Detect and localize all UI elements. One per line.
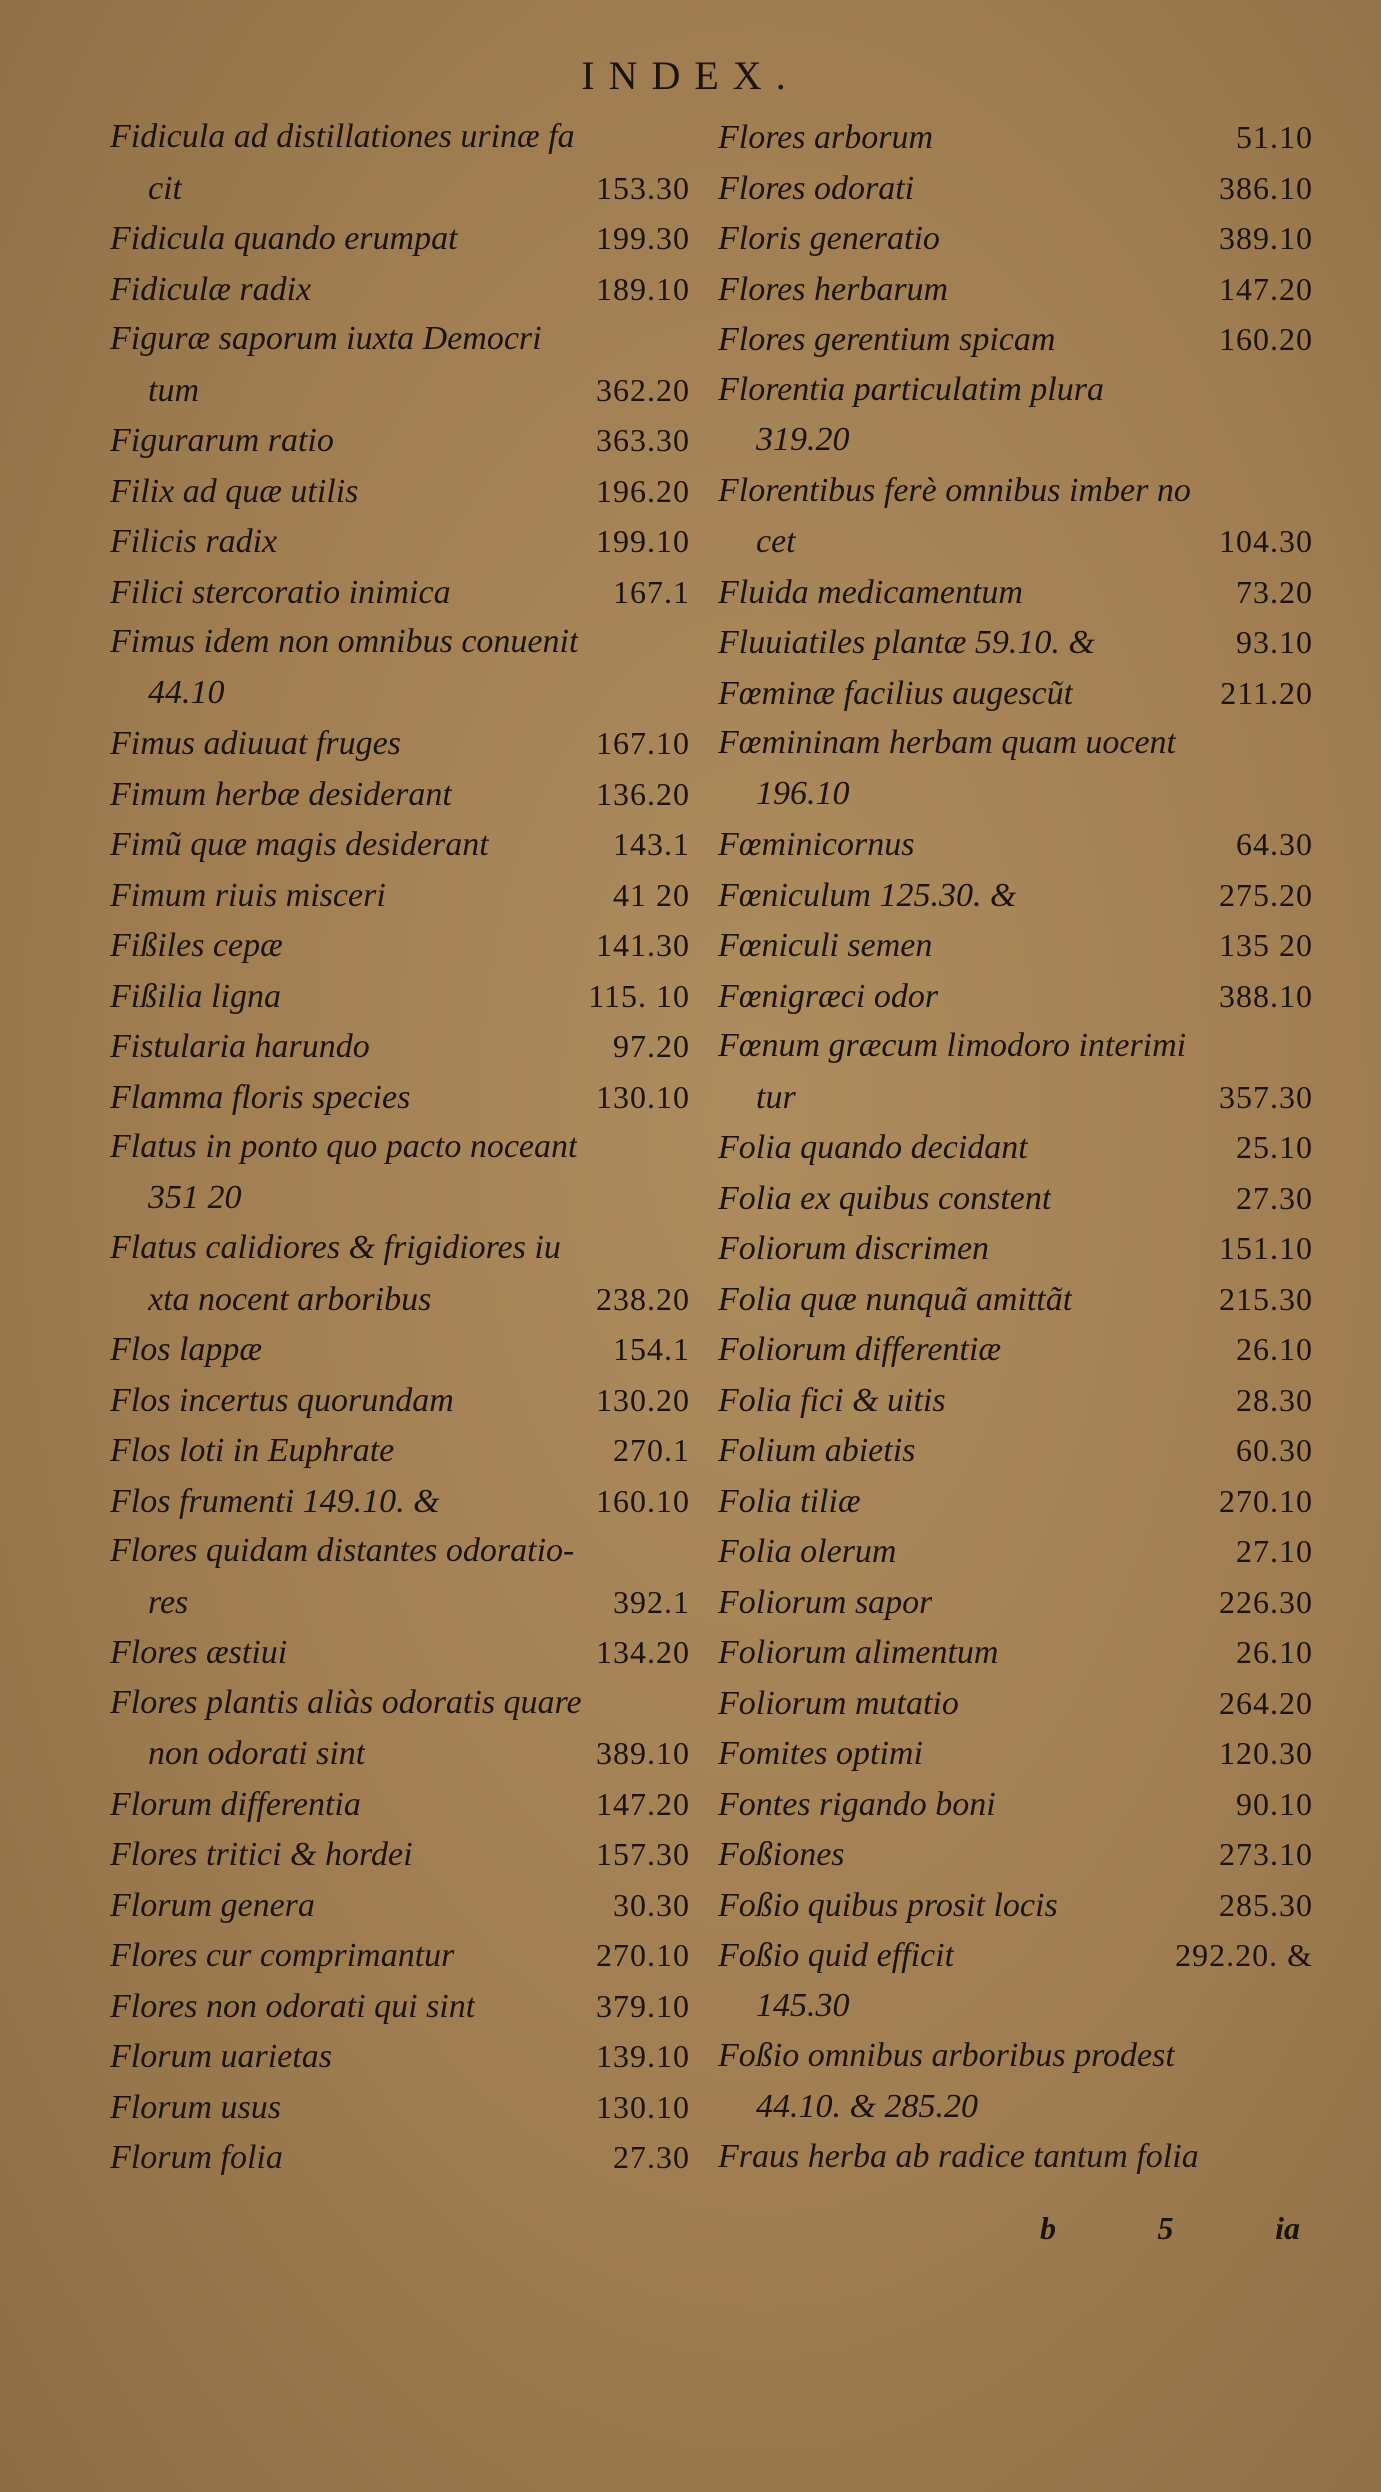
index-entry [110,466,690,517]
entry-term: Flores herbarum [718,270,949,308]
entry-reference: 64.30 [1236,826,1313,862]
index-entry [110,1880,690,1931]
index-entry [718,1930,1313,1981]
entry-term: Fœnum græcum limodoro interimi [718,1027,1187,1064]
index-entry [718,1627,1313,1678]
index-entry [110,1476,690,1527]
index-entry [110,1223,690,1274]
page-footer [1040,2210,1300,2247]
entry-term: Floris generatio [718,220,940,257]
entry-term: Fimum riuis misceri [110,876,386,914]
entry-term: cit [148,169,182,207]
entry-term: Florentia particulatim plura [718,370,1104,408]
catchword: ia [1275,2210,1300,2246]
entry-term: Folia fici & uitis [718,1381,946,1419]
entry-term: Fißiles cepæ [110,927,283,964]
index-entry [110,617,690,668]
entry-term: tum [148,371,199,409]
index-entry [110,1375,690,1426]
entry-reference: 389.10 [1219,220,1313,256]
entry-term: 319.20 [756,421,850,458]
entry-reference: 357.30 [1219,1078,1313,1115]
entry-reference: 153.30 [596,169,690,206]
index-entry [110,516,690,567]
entry-term: Fimus adiuuat fruges [110,725,401,762]
entry-term: Florentibus ferè omnibus imber no [718,471,1191,509]
index-entry [110,1981,690,2032]
running-head: INDEX. [581,53,800,98]
entry-reference: 275.20 [1219,876,1313,913]
entry-reference: 147.20 [596,1785,690,1822]
index-entry [718,2132,1313,2183]
entry-term: Flores odorati [718,169,915,207]
index-entry [718,466,1313,517]
entry-term: Florum folia [110,2139,283,2176]
entry-reference: 189.10 [596,270,690,307]
entry-reference: 93.10 [1236,624,1313,660]
entry-reference: 26.10 [1236,1331,1313,1367]
entry-term: Florum differentia [110,1785,361,1823]
entry-term: Folium abietis [718,1432,916,1469]
entry-reference: 273.10 [1219,1836,1313,1872]
index-entry [110,1577,690,1628]
index-entry [110,1728,690,1779]
index-entry [718,769,1313,820]
index-entry [718,2031,1313,2082]
entry-reference: 27.10 [1236,1533,1313,1569]
entry-reference: 285.30 [1219,1886,1313,1923]
index-entry [718,567,1313,618]
index-entry [718,1223,1313,1274]
entry-term: Flores plantis aliàs odoratis quare [110,1683,582,1721]
entry-term: Flamma floris species [110,1078,411,1116]
index-entry [718,1476,1313,1527]
index-entry [110,314,690,365]
entry-term: Filix ad quæ utilis [110,472,359,510]
index-entry [718,1526,1313,1577]
entry-reference: 199.10 [596,523,690,559]
entry-reference: 27.30 [1236,1179,1313,1216]
entry-term: Fißilia ligna [110,977,281,1015]
index-entry [718,2082,1313,2133]
entry-term: Foliorum mutatio [718,1684,959,1722]
entry-term: Foliorum alimentum [718,1634,999,1671]
index-entry [718,1779,1313,1830]
entry-term: Fimus idem non omnibus conuenit [110,623,579,660]
index-entry [718,1425,1313,1476]
entry-term: Flos frumenti 149.10. & [110,1482,440,1520]
entry-reference: 135 20 [1219,927,1313,963]
entry-term: Fimum herbæ desiderant [110,775,452,813]
entry-reference: 270.1 [613,1432,690,1468]
entry-reference: 151.10 [1219,1230,1313,1266]
entry-reference: 215.30 [1219,1280,1313,1317]
entry-term: Flos lappæ [110,1331,263,1368]
index-entry [110,769,690,820]
entry-reference: 73.20 [1236,573,1313,610]
entry-reference: 160.10 [596,1482,690,1519]
entry-reference: 41 20 [613,876,690,913]
entry-term: Foßio quid efficit [718,1937,955,1974]
signature-number: 5 [1157,2210,1174,2246]
index-entry [110,365,690,416]
entry-reference: 226.30 [1219,1583,1313,1620]
index-entry [718,870,1313,921]
index-entry [718,314,1313,365]
entry-term: Flores gerentium spicam [718,321,1056,358]
entry-reference: 154.1 [613,1331,690,1367]
entry-reference: 141.30 [596,927,690,963]
entry-term: Filicis radix [110,523,278,560]
entry-term: Fimũ quæ magis desiderant [110,826,489,863]
index-entry [110,1779,690,1830]
entry-reference: 160.20 [1219,321,1313,357]
index-entry [110,1173,690,1224]
entry-term: Foßio quibus prosit locis [718,1886,1058,1924]
entry-term: non odorati sint [148,1735,366,1772]
entry-term: Fœniculum 125.30. & [718,876,1017,914]
entry-term: Fœmininam herbam quam uocent [718,724,1177,761]
entry-term: Flos loti in Euphrate [110,1432,395,1469]
index-entry [718,718,1313,769]
entry-reference: 26.10 [1236,1634,1313,1670]
index-column-right [718,112,1313,2183]
index-entry [718,1375,1313,1426]
entry-term: Fidicula ad distillationes urinæ fa [110,118,575,155]
index-entry [718,264,1313,315]
index-entry [718,617,1313,668]
entry-term: tur [756,1078,796,1116]
index-entry [718,1577,1313,1628]
entry-reference: 120.30 [1219,1735,1313,1771]
entry-term: Foßio omnibus arboribus prodest [718,2037,1175,2074]
index-entry [718,1981,1313,2032]
entry-reference: 60.30 [1236,1432,1313,1468]
entry-term: Fœniculi semen [718,927,933,964]
entry-reference: 147.20 [1219,270,1313,307]
entry-reference: 130.20 [596,1381,690,1418]
index-entry [718,112,1313,163]
index-entry [110,163,690,214]
entry-reference: 130.10 [596,2088,690,2125]
entry-reference: 97.20 [613,1028,690,1064]
index-entry [718,1678,1313,1729]
entry-term: Fidicula quando erumpat [110,220,458,257]
entry-term: Fœnigræci odor [718,977,939,1015]
index-entry [110,2082,690,2133]
entry-reference: 51.10 [1236,119,1313,155]
entry-term: xta nocent arboribus [148,1280,432,1318]
entry-term: Fidiculæ radix [110,270,312,308]
entry-term: Flatus calidiores & frigidiores iu [110,1229,561,1266]
entry-reference: 25.10 [1236,1129,1313,1165]
entry-term: Folia ex quibus constent [718,1179,1052,1217]
index-entry [110,1072,690,1123]
entry-reference: 115. 10 [588,977,690,1014]
index-entry [718,1728,1313,1779]
entry-reference: 143.1 [613,826,690,862]
index-entry [110,819,690,870]
entry-term: Foliorum discrimen [718,1230,990,1267]
index-entry [718,163,1313,214]
entry-term: Fœminæ facilius augescũt [718,674,1074,712]
entry-term: Flores arborum [718,119,934,156]
entry-reference: 389.10 [596,1735,690,1771]
entry-reference: 362.20 [596,371,690,408]
index-entry [110,264,690,315]
index-entry [110,1274,690,1325]
index-entry [110,2031,690,2082]
entry-term: Figuræ saporum iuxta Democri [110,320,542,357]
entry-reference: 28.30 [1236,1381,1313,1418]
entry-term: Folia quando decidant [718,1129,1028,1166]
entry-reference: 167.10 [596,725,690,761]
index-entry [718,1880,1313,1931]
entry-term: Fomites optimi [718,1735,923,1772]
entry-term: Fistularia harundo [110,1028,370,1065]
entry-reference: 104.30 [1219,523,1313,559]
entry-reference: 30.30 [613,1886,690,1923]
index-entry [110,2132,690,2183]
entry-reference: 392.1 [613,1583,690,1620]
index-entry [718,1829,1313,1880]
entry-term: Foliorum sapor [718,1583,933,1621]
entry-term: Folia tiliæ [718,1482,861,1520]
entry-term: Foliorum differentiæ [718,1331,1002,1368]
entry-reference: 386.10 [1219,169,1313,206]
entry-term: Flores æstiui [110,1634,288,1671]
entry-term: Folia olerum [718,1533,897,1570]
entry-term: 351 20 [148,1178,242,1216]
index-entry [110,112,690,163]
entry-term: res [148,1583,189,1621]
entry-reference: 134.20 [596,1634,690,1670]
entry-term: Filici stercoratio inimica [110,573,451,611]
signature-mark: b [1040,2210,1056,2246]
entry-term: Fœminicornus [718,826,915,863]
index-entry [718,213,1313,264]
index-entry [718,1072,1313,1123]
index-entry [110,1021,690,1072]
entry-reference: 211.20 [1220,674,1313,711]
entry-term: Flatus in ponto quo pacto noceant [110,1128,578,1165]
entry-reference: 379.10 [596,1987,690,2024]
entry-reference: 238.20 [596,1280,690,1317]
index-entry [110,718,690,769]
index-entry [718,415,1313,466]
entry-reference: 388.10 [1219,977,1313,1014]
index-entry [110,920,690,971]
entry-reference: 264.20 [1219,1684,1313,1721]
entry-term: Flos incertus quorundam [110,1381,454,1419]
index-entry [718,1173,1313,1224]
index-entry [110,213,690,264]
entry-term: Flores quidam distantes odoratio- [110,1532,575,1569]
index-entry [718,516,1313,567]
entry-term: Foßiones [718,1836,845,1873]
index-entry [718,920,1313,971]
index-entry [718,1122,1313,1173]
entry-reference: 270.10 [1219,1482,1313,1519]
index-entry [718,1324,1313,1375]
entry-term: Folia quæ nunquã amittãt [718,1280,1073,1318]
entry-term: 145.30 [756,1986,850,2024]
entry-reference: 90.10 [1236,1785,1313,1822]
entry-reference: 199.30 [596,220,690,256]
index-entry [110,567,690,618]
index-entry [110,1829,690,1880]
index-entry [110,1324,690,1375]
index-entry [110,870,690,921]
entry-reference: 292.20. & [1175,1937,1313,1973]
entry-reference: 363.30 [596,422,690,458]
index-entry [110,1930,690,1981]
index-entry [718,1274,1313,1325]
index-entry [110,1526,690,1577]
index-entry [110,1425,690,1476]
index-entry [110,1627,690,1678]
index-entry [110,1678,690,1729]
entry-reference: 157.30 [596,1836,690,1872]
index-column-left [110,112,690,2183]
entry-reference: 130.10 [596,1078,690,1115]
entry-term: Florum genera [110,1886,315,1924]
entry-term: Florum uarietas [110,2038,332,2075]
entry-term: Figurarum ratio [110,422,334,459]
index-entry [718,1021,1313,1072]
entry-reference: 27.30 [613,2139,690,2175]
index-entry [110,415,690,466]
entry-term: 44.10. & 285.20 [756,2087,978,2125]
entry-term: Florum usus [110,2088,281,2126]
entry-term: Fluuiatiles plantæ 59.10. & [718,624,1095,661]
entry-term: Flores non odorati qui sint [110,1987,476,2025]
index-entry [718,365,1313,416]
entry-term: 196.10 [756,774,850,812]
entry-reference: 196.20 [596,472,690,509]
entry-term: 44.10 [148,673,225,711]
entry-reference: 167.1 [613,573,690,610]
entry-term: Fontes rigando boni [718,1785,996,1823]
entry-term: cet [756,523,796,560]
entry-term: Flores cur comprimantur [110,1937,455,1974]
entry-term: Flores tritici & hordei [110,1836,413,1873]
index-entry [110,971,690,1022]
entry-term: Fluida medicamentum [718,573,1023,611]
entry-reference: 139.10 [596,2038,690,2074]
entry-reference: 136.20 [596,775,690,812]
entry-reference: 270.10 [596,1937,690,1973]
index-entry [718,819,1313,870]
index-entry [110,668,690,719]
entry-term: Fraus herba ab radice tantum folia [718,2138,1199,2175]
index-entry [718,668,1313,719]
index-entry [718,971,1313,1022]
index-entry [110,1122,690,1173]
